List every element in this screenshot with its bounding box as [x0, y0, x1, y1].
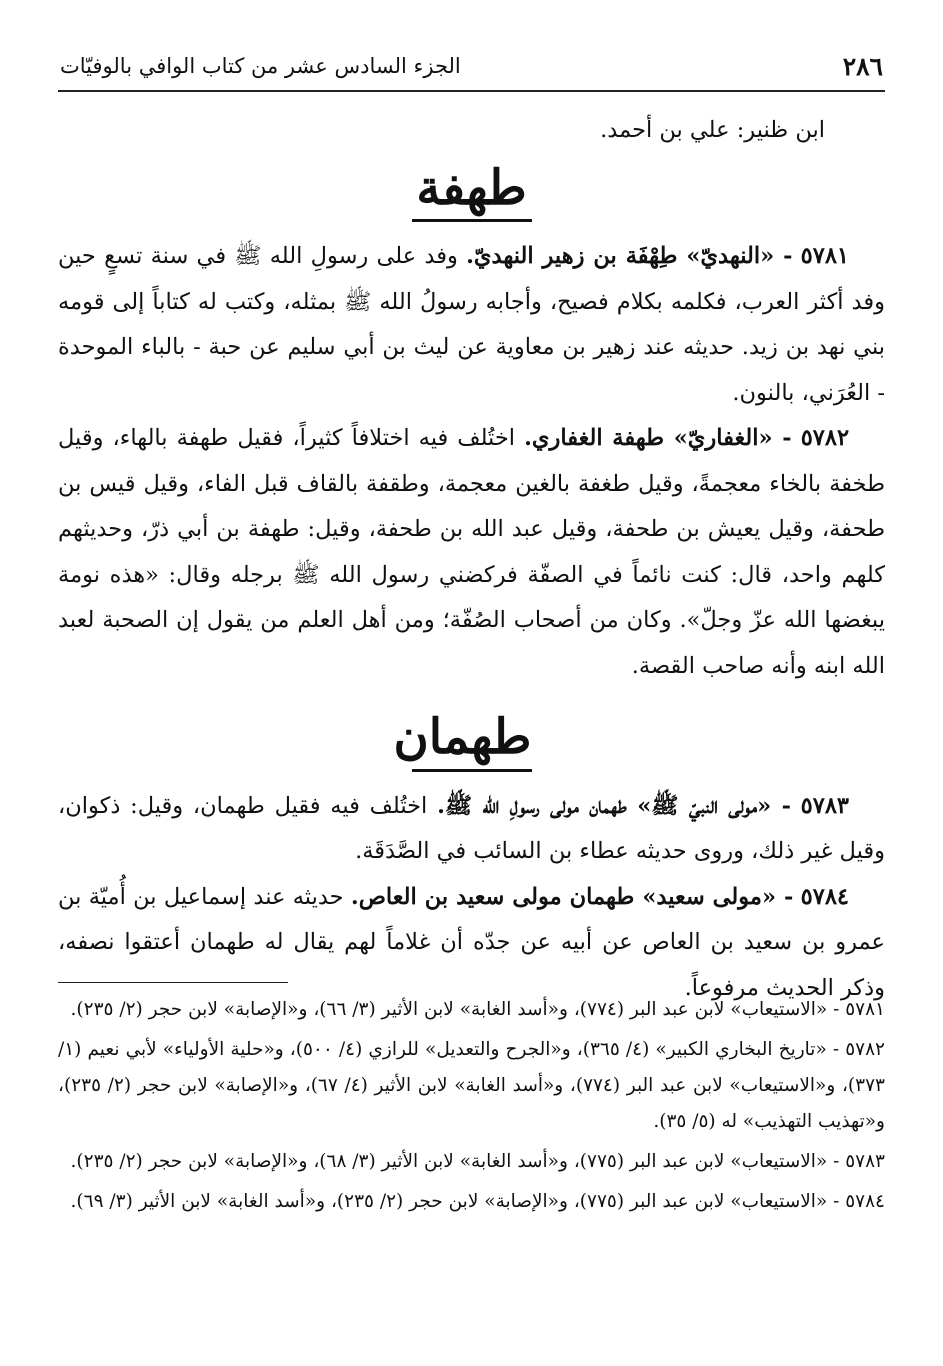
intro-line: ابن ظنير: علي بن أحمد. [600, 117, 825, 143]
footnote-text: «تاريخ البخاري الكبير» (٤/ ٣٦٥)، و«الجرح والتعديل» للرازي (٤/ ٥٠٠)، و«حلية الأولياء» لأبي نعيم (١/ ٣٧٣)، و«الاستيعاب» لابن عبد البر (٧٧٤)، و«أسد الغابة» لابن الأثير (٤/ ٦٧)، و«الإصابة» لابن حجر (٢/ ٢٣٥)، و«تهذيب التهذيب» له (٥/ ٣٥). [58, 1039, 885, 1132]
entry-number: ٥٧٨١ [800, 243, 850, 270]
footnote-5781: ٥٧٨١ - «الاستيعاب» لابن عبد البر (٧٧٤)، و«أسد الغابة» لابن الأثير (٣/ ٦٦)، و«الإصابة» لابن حجر (٢/ ٢٣٥). [70, 999, 885, 1020]
footnotes [58, 992, 885, 1224]
entry-text: اختُلف فيه فقيل طهمان، وقيل: ذكوان، وقيل غير ذلك، وروى حديثه عطاء بن السائب في الصَّدَقَة. [58, 792, 885, 865]
entry-lead: «مولى النبيّ ﷺ» طهمان مولى رسولِ الله ﷺ. [437, 792, 772, 819]
entry-text: حديثه عند إسماعيل بن أُميّة بن عمرو بن سعيد بن العاص عن أبيه عن جدّه أن غلاماً لهم يقال له طهمان أعتقوا نصفه، وذكر الحديث مرفوعاً. [58, 883, 885, 1001]
footnote-text: «الاستيعاب» لابن عبد البر (٧٧٥)، و«أسد الغابة» لابن الأثير (٣/ ٦٨)، و«الإصابة» لابن حجر (٢/ ٢٣٥). [70, 1151, 828, 1172]
footnote-number: ٥٧٨٣ [845, 1151, 885, 1172]
entry-text: وفد على رسولِ الله ﷺ في سنة تسعٍ حين وفد أكثر العرب، فكلمه بكلام فصيح، وأجابه رسولُ الله ﷺ بمثله، وكتب له كتاباً إلى قومه بني نهد بن زيد. حديثه عند زهير بن معاوية عن ليث بن أبي سليم عن حبة - بالباء الموحدة - العُرَني، بالنون. [58, 243, 885, 406]
page-number: ٢٨٦ [842, 52, 883, 81]
footnote-number: ٥٧٨٤ [845, 1191, 885, 1212]
entry-lead: «مولى سعيد» طهمان مولى سعيد بن العاص. [350, 883, 777, 910]
footnote-5783: ٥٧٨٣ - «الاستيعاب» لابن عبد البر (٧٧٥)، و«أسد الغابة» لابن الأثير (٣/ ٦٨)، و«الإصابة» لابن حجر (٢/ ٢٣٥). [70, 1151, 885, 1172]
section-title-tahman: طهمان [412, 709, 532, 772]
entry-5784: ٥٧٨٤ - «مولى سعيد» طهمان مولى سعيد بن العاص. حديثه عند إسماعيل بن أُميّة بن عمرو بن سعيد بن العاص عن أبيه عن جدّه أن غلاماً لهم يقال له طهمان أعتقوا نصفه، وذكر الحديث مرفوعاً. [58, 883, 885, 1001]
running-title: الجزء السادس عشر من كتاب الوافي بالوفيّات [60, 54, 461, 78]
entry-5782: ٥٧٨٢ - «الغفاريّ» طهفة الغفاري. اختُلف فيه اختلافاً كثيراً، فقيل طهفة بالهاء، وقيل طخفة بالخاء معجمةً، وقيل طغفة بالغين معجمة، وطقفة بالقاف قبل الفاء، وقيل قيس بن طحفة، وقيل يعيش بن طحفة، وقيل عبد الله بن طحفة، وقيل: طهفة بن أبي ذرّ، وحديثهم كلهم واحد، قال: كنت نائماً في الصفّة فركضني رسول الله ﷺ برجله وقال: «هذه نومة يبغضها الله عزّ وجلّ». وكان من أصحاب الصُفّة؛ ومن أهل العلم من يقول إن الصحبة لعبد الله ابنه وأنه صاحب القصة. [58, 425, 885, 679]
section-title-tahfa: طهفة [412, 160, 532, 223]
footnote-text: «الاستيعاب» لابن عبد البر (٧٧٥)، و«الإصابة» لابن حجر (٢/ ٢٣٥)، و«أسد الغابة» لابن الأثير (٣/ ٦٩). [70, 1191, 828, 1212]
footnote-number: ٥٧٨١ [845, 999, 885, 1020]
entry-number: ٥٧٨٤ [800, 883, 850, 910]
footnote-5784: ٥٧٨٤ - «الاستيعاب» لابن عبد البر (٧٧٥)، و«الإصابة» لابن حجر (٢/ ٢٣٥)، و«أسد الغابة» لابن الأثير (٣/ ٦٩). [70, 1191, 885, 1212]
footnote-divider [58, 982, 288, 983]
entry-lead: «النهديّ» طِهْفَة بن زهير النهديّ. [466, 243, 775, 270]
entry-5781: ٥٧٨١ - «النهديّ» طِهْفَة بن زهير النهديّ. وفد على رسولِ الله ﷺ في سنة تسعٍ حين وفد أكثر العرب، فكلمه بكلام فصيح، وأجابه رسولُ الله ﷺ بمثله، وكتب له كتاباً إلى قومه بني نهد بن زيد. حديثه عند زهير بن معاوية عن ليث بن أبي سليم عن حبة - بالباء الموحدة - العُرَني، بالنون. [58, 243, 885, 406]
footnote-text: «الاستيعاب» لابن عبد البر (٧٧٤)، و«أسد الغابة» لابن الأثير (٣/ ٦٦)، و«الإصابة» لابن حجر (٢/ ٢٣٥). [70, 999, 828, 1020]
entry-number: ٥٧٨٣ [800, 792, 850, 819]
main-text [58, 108, 885, 1011]
entry-number: ٥٧٨٢ [800, 425, 850, 452]
page-header [58, 52, 885, 92]
entry-text: اختُلف فيه اختلافاً كثيراً، فقيل طهفة بالهاء، وقيل طخفة بالخاء معجمةً، وقيل طغفة بالغين معجمة، وطقفة بالقاف قبل الفاء، وقيل قيس بن طحفة، وقيل يعيش بن طحفة، وقيل عبد الله بن طحفة، وقيل: طهفة بن أبي ذرّ، وحديثهم كلهم واحد، قال: كنت نائماً في الصفّة فركضني رسول الله ﷺ برجله وقال: «هذه نومة يبغضها الله عزّ وجلّ». وكان من أصحاب الصُفّة؛ ومن أهل العلم من يقول إن الصحبة لعبد الله ابنه وأنه صاحب القصة. [58, 425, 885, 679]
footnote-5782: ٥٧٨٢ - «تاريخ البخاري الكبير» (٤/ ٣٦٥)، و«الجرح والتعديل» للرازي (٤/ ٥٠٠)، و«حلية الأولياء» لأبي نعيم (١/ ٣٧٣)، و«الاستيعاب» لابن عبد البر (٧٧٤)، و«أسد الغابة» لابن الأثير (٤/ ٦٧)، و«الإصابة» لابن حجر (٢/ ٢٣٥)، و«تهذيب التهذيب» له (٥/ ٣٥). [58, 1039, 885, 1132]
footnote-number: ٥٧٨٢ [845, 1039, 885, 1060]
entry-5783: ٥٧٨٣ - «مولى النبيّ ﷺ» طهمان مولى رسولِ الله ﷺ. اختُلف فيه فقيل طهمان، وقيل: ذكوان، وقيل غير ذلك، وروى حديثه عطاء بن السائب في الصَّدَقَة. [58, 792, 885, 865]
entry-lead: «الغفاريّ» طهفة الغفاري. [524, 425, 773, 452]
